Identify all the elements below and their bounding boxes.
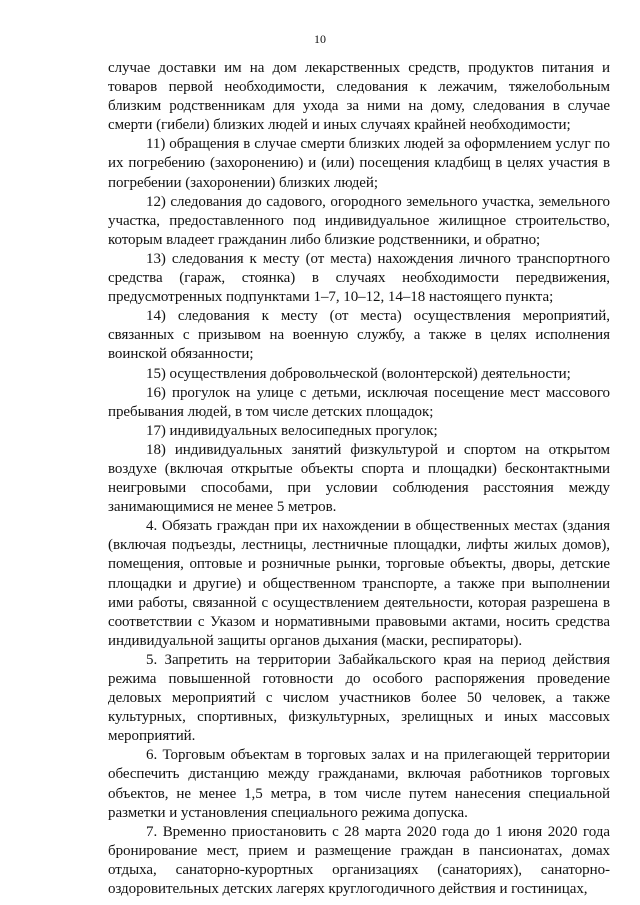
paragraph-item-13: 13) следования к месту (от места) нахождения личного транспортного средства (гараж, стоянка) в случаях необходимости передвижения, предусмотренных подпунктами 1–7, 10–12, 14–18 настоящего пункта; (108, 250, 610, 306)
paragraph-section-5: 5. Запретить на территории Забайкальского края на период действия режима повышенной готовности до особого распоряжения проведение деловых мероприятий с числом участников более 50 человек, а также культурных, спортивных, физкультурных, зрелищных и иных массовых мероприятий. (108, 651, 610, 745)
page-number: 10 (314, 32, 326, 46)
paragraph-section-4: 4. Обязать граждан при их нахождении в общественных местах (здания (включая подъезды, лестницы, лестничные площадки, лифты жилых домов), помещения, оптовые и розничные рынки, торговые объекты, дворы, детские площадки и другие) и общественном транспорте, а также при выполнении ими работы, связанной с осуществлением деятельности, которая разрешена в соответствии с Указом и нормативными правовыми актами, носить средства индивидуальной защиты органов дыхания (маски, респираторы). (108, 518, 610, 649)
paragraph-item-18: 18) индивидуальных занятий физкультурой и спортом на открытом воздухе (включая открытые объекты спорта и площадки) бесконтактными неигровыми способами, при условии соблюдения расстояния между занимающимися не менее 5 метров. (108, 441, 610, 516)
paragraph-item-16: 16) прогулок на улице с детьми, исключая посещение мест массового пребывания людей, в том числе детских площадок; (108, 384, 610, 420)
document-body (108, 59, 610, 899)
paragraph-item-15: 15) осуществления добровольческой (волонтерской) деятельности; (146, 365, 571, 382)
paragraph-continuation: случае доставки им на дом лекарственных средств, продуктов питания и товаров первой необходимости, следования к лежачим, тяжелобольным близким родственникам для ухода за ними на дому, следования в случае смерти (гибели) близких людей и иных случаях крайней необходимости; (108, 60, 610, 134)
paragraph-item-14: 14) следования к месту (от места) осуществления мероприятий, связанных с призывом на военную службу, а также в целях исполнения воинской обязанности; (108, 308, 610, 363)
paragraph-item-12: 12) следования до садового, огородного земельного участка, земельного участка, предоставленного под индивидуальное жилищное строительство, которым владеет гражданин либо близкие родственники, и обратно; (108, 193, 610, 248)
paragraph-section-6: 6. Торговым объектам в торговых залах и на прилегающей территории обеспечить дистанцию между гражданами, включая работников торговых объектов, не менее 1,5 метра, в том числе путем нанесения специальной разметки и установления специального режима допуска. (108, 747, 610, 821)
paragraph-item-11: 11) обращения в случае смерти близких людей за оформлением услуг по их погребению (захоронению) и (или) посещения кладбищ в целях участия в погребении (захоронении) близких людей; (108, 136, 610, 191)
paragraph-item-17: 17) индивидуальных велосипедных прогулок; (146, 422, 438, 439)
paragraph-section-7: 7. Временно приостановить с 28 марта 2020 года до 1 июня 2020 года бронирование мест, прием и размещение граждан в пансионатах, домах отдыха, санаторно-курортных организациях (санаториях), санаторно-оздоровительных детских лагерях круглогодичного действия и гостиницах, (108, 823, 610, 898)
